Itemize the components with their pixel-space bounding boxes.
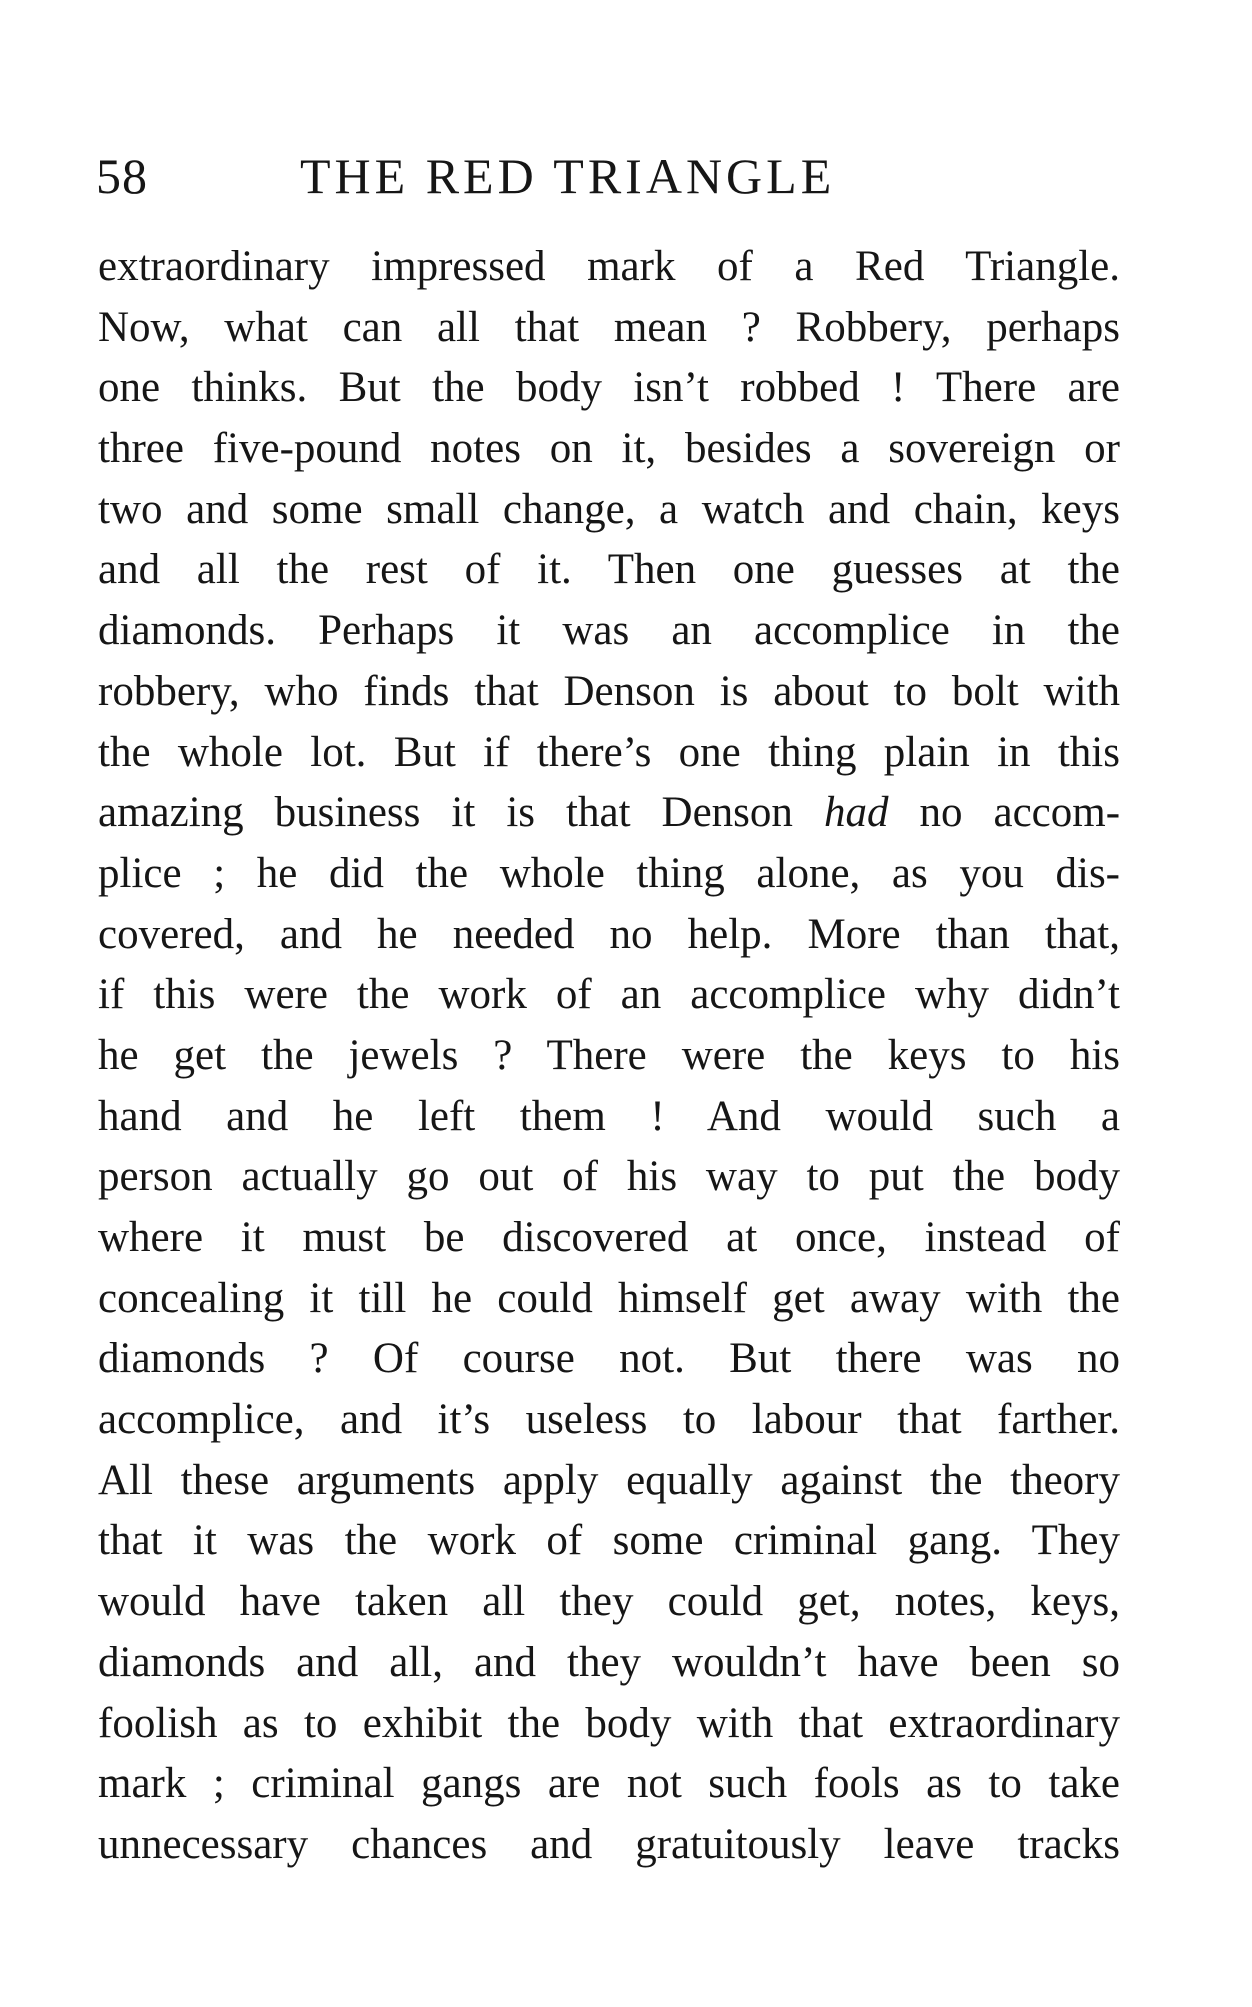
text-line: robbery, who finds that Denson is about to bolt with: [98, 667, 1120, 715]
page-number: 58: [96, 148, 148, 204]
text-line: he get the jewels ? There were the keys to his: [98, 1031, 1120, 1079]
text-line: one thinks. But the body isn’t robbed ! There are: [98, 364, 1120, 412]
text-line: three five-pound notes on it, besides a sovereign or: [98, 425, 1120, 473]
text-line: extraordinary impressed mark of a Red Triangle.: [98, 243, 1120, 290]
text-line: concealing it till he could himself get away with the: [98, 1274, 1120, 1322]
page-header: [96, 146, 1136, 206]
text-line: plice ; he did the whole thing alone, as you dis-: [98, 849, 1120, 897]
text-segment: amazing business it is that Denson: [98, 789, 793, 837]
text-line: Now, what can all that mean ? Robbery, perhaps: [98, 303, 1120, 351]
text-line: mark ; criminal gangs are not such fools as to take: [98, 1760, 1120, 1808]
text-line: covered, and he needed no help. More than that,: [98, 910, 1120, 958]
text-line: All these arguments apply equally against the theory: [98, 1456, 1120, 1504]
text-line: foolish as to exhibit the body with that extraordinary: [98, 1699, 1120, 1747]
text-line: person actually go out of his way to put the body: [98, 1153, 1120, 1201]
text-line: diamonds ? Of course not. But there was no: [98, 1335, 1120, 1383]
text-line: that it was the work of some criminal gang. They: [98, 1517, 1120, 1565]
text-segment: no accom-: [919, 789, 1120, 837]
text-line: if this were the work of an accomplice why didn’t: [98, 971, 1120, 1019]
text-line: diamonds and all, and they wouldn’t have been so: [98, 1638, 1120, 1686]
text-line: accomplice, and it’s useless to labour that farther.: [98, 1396, 1120, 1444]
text-line-with-italic: [98, 783, 1120, 844]
italic-word: had: [823, 789, 889, 837]
text-line: where it must be discovered at once, instead of: [98, 1214, 1120, 1261]
body-text: [98, 237, 1120, 1877]
text-line: two and some small change, a watch and chain, keys: [98, 485, 1120, 533]
running-title: THE RED TRIANGLE: [300, 148, 836, 204]
text-line: would have taken all they could get, notes, keys,: [98, 1578, 1120, 1626]
text-line: diamonds. Perhaps it was an accomplice in the: [98, 607, 1120, 655]
text-line: unnecessary chances and gratuitously leave tracks: [98, 1820, 1120, 1868]
text-line: hand and he left them ! And would such a: [98, 1092, 1120, 1140]
text-line: and all the rest of it. Then one guesses at the: [98, 546, 1120, 594]
text-line: the whole lot. But if there’s one thing plain in this: [98, 728, 1120, 776]
